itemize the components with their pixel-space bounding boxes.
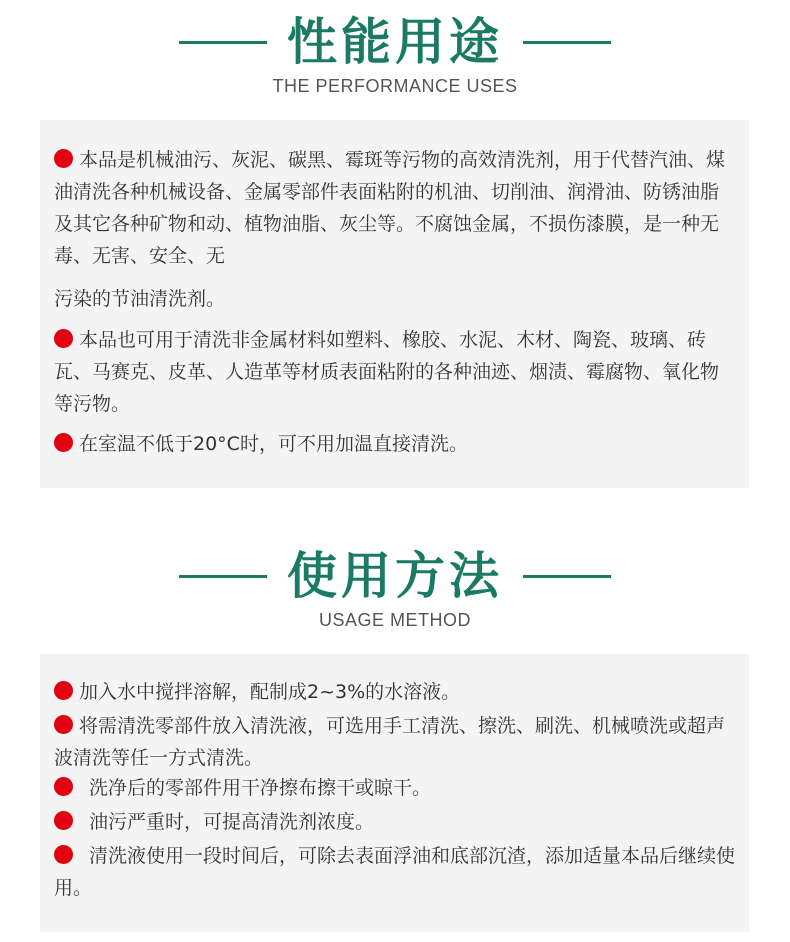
list-item: 在室温不低于20°C时，可不用加温直接清洗。 bbox=[40, 428, 482, 460]
bullet-icon bbox=[54, 777, 73, 796]
list-item: 污染的节油清洗剂。 bbox=[54, 288, 226, 310]
list-item: 加入水中搅拌溶解，配制成2~3%的水溶液。 bbox=[40, 676, 474, 708]
list-item: 将需清洗零部件放入清洗液，可选用手工清洗、擦洗、刷洗、机械喷洗或超声波清洗等任一方式清洗。 bbox=[54, 715, 726, 769]
list-item: 本品也可用于清洗非金属材料如塑料、橡胶、水泥、木材、陶瓷、玻璃、砖瓦、马赛克、皮革、人造革等材质表面粘附的各种油迹、烟渍、霉腐物、氧化物等污物。 bbox=[54, 329, 720, 415]
section-subtitle: THE PERFORMANCE USES bbox=[272, 76, 518, 96]
usage-panel bbox=[40, 654, 749, 932]
section-title: 使用方法 bbox=[287, 547, 503, 605]
usage-header bbox=[0, 546, 790, 631]
bullet-icon bbox=[54, 845, 73, 864]
bullet-icon bbox=[54, 715, 73, 734]
section-title: 性能用途 bbox=[287, 13, 503, 71]
header-rule-left bbox=[179, 575, 267, 578]
bullet-icon bbox=[54, 329, 73, 348]
list-item: 清洗液使用一段时间后，可除去表面浮油和底部沉渣，添加适量本品后继续使用。 bbox=[54, 845, 736, 899]
list-item: 洗净后的零部件用干净擦布擦干或晾干。 bbox=[40, 772, 445, 804]
bullet-icon bbox=[54, 811, 73, 830]
list-item: 本品是机械油污、灰泥、碳黑、霉斑等污物的高效清洗剂，用于代替汽油、煤油清洗各种机械设备、金属零部件表面粘附的机油、切削油、润滑油、防锈油脂及其它各种矿物和动、植物油脂、灰尘等。不腐蚀金属，不损伤漆膜，是一种无毒、无害、安全、无 bbox=[54, 149, 726, 267]
performance-header bbox=[0, 12, 790, 97]
header-rule-left bbox=[179, 41, 267, 44]
bullet-icon bbox=[54, 681, 73, 700]
header-rule-right bbox=[523, 41, 611, 44]
bullet-icon bbox=[54, 433, 73, 452]
section-subtitle: USAGE METHOD bbox=[318, 610, 471, 630]
header-rule-right bbox=[523, 575, 611, 578]
bullet-icon bbox=[54, 149, 73, 168]
list-item: 油污严重时，可提高清洗剂浓度。 bbox=[40, 806, 388, 838]
performance-panel bbox=[40, 120, 749, 488]
